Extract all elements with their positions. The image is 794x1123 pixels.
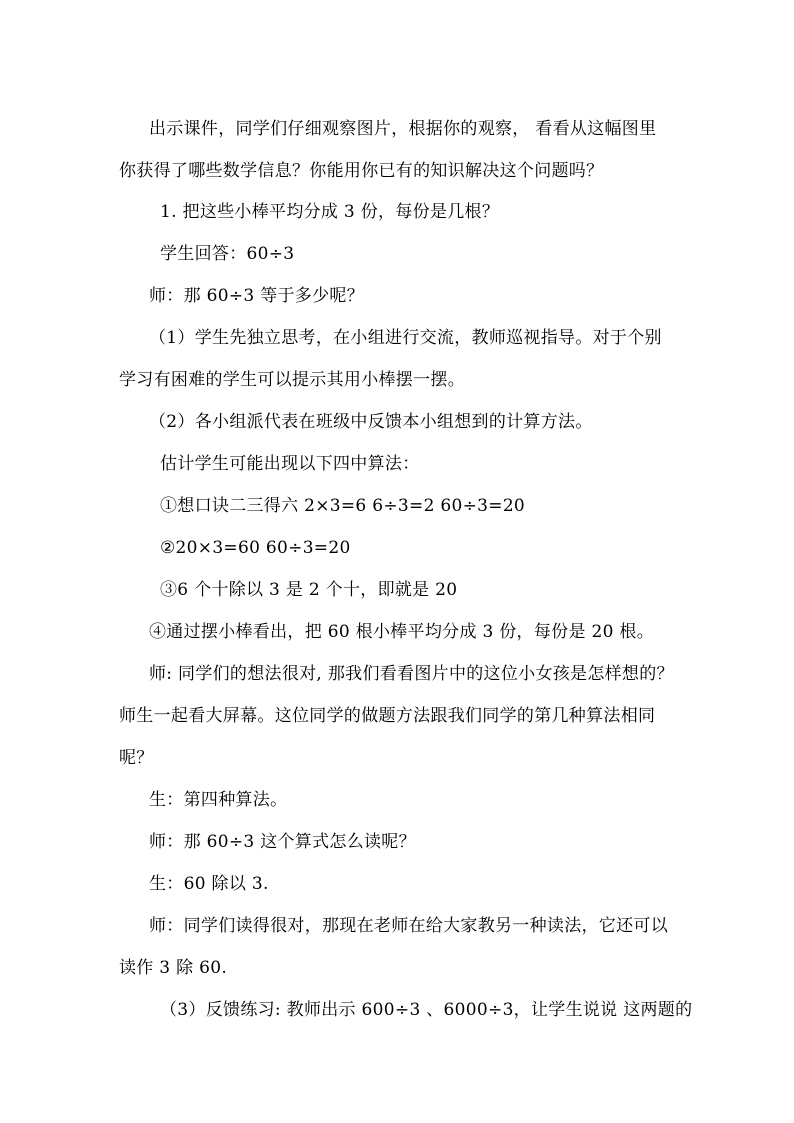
teacher-remark-line-2: 师生一起看大屏幕。这位同学的做题方法跟我们同学的第几种算法相同: [119, 706, 656, 726]
method-1: ①想口诀二三得六 2×3=6 6÷3=2 60÷3=20: [160, 496, 526, 516]
student-reply-2: 生：60 除以 3.: [149, 874, 269, 894]
teacher-question: 师：那 60÷3 等于多少呢？: [149, 286, 364, 306]
student-reply-1: 生：第四种算法。: [149, 790, 288, 810]
teacher-remark-line-1: 师: 同学们的想法很对, 那我们看看图片中的这位小女孩是怎样想的？: [149, 664, 674, 684]
step-3: （3）反馈练习: 教师出示 600÷3 、6000÷3，让学生说说 这两题的: [160, 1000, 693, 1020]
teacher-explain-line-2: 读作 3 除 60.: [119, 958, 228, 978]
paragraph-intro-line-2: 你获得了哪些数学信息？你能用你已有的知识解决这个问题吗？: [119, 161, 604, 181]
step-1-line-2: 学习有困难的学生可以提示其用小棒摆一摆。: [119, 370, 465, 390]
method-2: ②20×3=60 60÷3=20: [160, 538, 351, 558]
teacher-question-2: 师：那 60÷3 这个算式怎么读呢？: [149, 832, 416, 852]
step-1-line-1: （1）学生先独立思考，在小组进行交流，教师巡视指导。对于个别: [149, 328, 662, 348]
teacher-explain-line-1: 师：同学们读得很对，那现在老师在给大家教另一种读法，它还可以: [149, 916, 668, 936]
estimate-methods: 估计学生可能出现以下四中算法：: [160, 454, 420, 474]
student-answer: 学生回答：60÷3: [160, 244, 295, 264]
paragraph-intro-line-1: 出示课件，同学们仔细观察图片，根据你的观察， 看看从这幅图里: [149, 119, 657, 139]
teacher-remark-line-3: 呢？: [119, 748, 154, 768]
method-3: ③6 个十除以 3 是 2 个十，即就是 20: [160, 580, 458, 600]
method-4: ④通过摆小棒看出，把 60 根小棒平均分成 3 份，每份是 20 根。: [149, 622, 655, 642]
step-2: （2）各小组派代表在班级中反馈本小组想到的计算方法。: [149, 412, 593, 432]
question-1: 1. 把这些小棒平均分成 3 份，每份是几根？: [160, 202, 500, 222]
